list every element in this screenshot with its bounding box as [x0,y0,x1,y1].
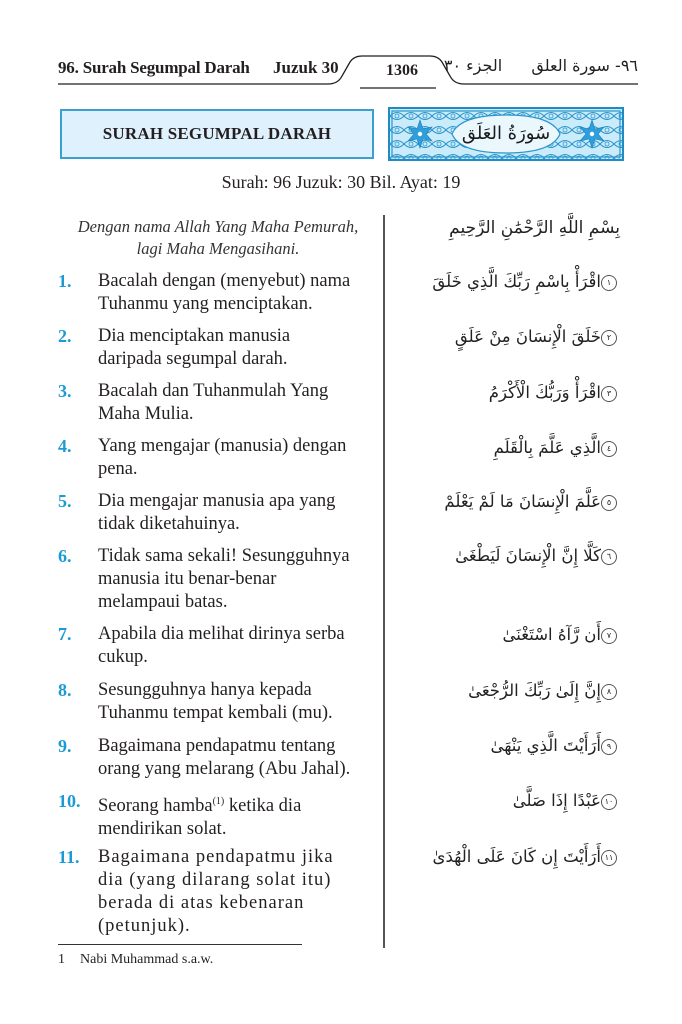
footnote-number: 1 [58,952,65,967]
verse-line: berada di atas kebenaran [98,893,305,913]
ayah-end-marker-icon: ٩ [601,739,617,755]
verse-line: (petunjuk). [98,916,191,936]
surah-title: SURAH SEGUMPAL DARAH [102,124,332,143]
footnote-text: Nabi Muhammad s.a.w. [80,952,214,967]
ayah-arabic-6 [400,546,620,565]
surah-title-box [60,109,374,159]
running-head [58,52,638,82]
verse-text [98,380,388,426]
verse-number: 7. [58,624,72,644]
ayah-arabic-9 [400,736,620,755]
ayah-end-marker-icon: ٢ [601,330,617,346]
verse-text [98,545,388,614]
verse-text [98,325,388,371]
ayah-text: أَرَأَيْتَ الَّذِي يَنْهَىٰ [490,736,601,755]
verse-text [98,490,388,536]
ayah-text: اقْرَأْ بِاسْمِ رَبِّكَ الَّذِي خَلَقَ [432,272,601,291]
footnote [58,952,213,968]
ayah-arabic-8 [400,681,620,700]
running-head-arabic-surah: ٩٦- سورة العلق [531,56,638,75]
ayah-text: كَلَّا إِنَّ الْإِنسَانَ لَيَطْغَىٰ [455,546,601,565]
ayah-end-marker-icon: ١١ [601,850,617,866]
verse-number: 5. [58,491,72,511]
verse-line: Bagaimana pendapatmu jika [98,847,334,867]
verse-text [98,790,388,841]
verse-line: Bacalah dengan (menyebut) nama [98,271,351,291]
verse-line: Tuhanmu yang menciptakan. [98,294,313,314]
basmalah-arabic: بِسْمِ اللَّهِ الرَّحْمَٰنِ الرَّحِيمِ [449,218,620,238]
ayah-arabic-5 [400,492,620,511]
verse-line: melampaui batas. [98,592,228,612]
ayah-end-marker-icon: ٨ [601,684,617,700]
running-head-surah-title: 96. Surah Segumpal Darah [58,58,250,77]
verse-line: dia (yang dilarang solat itu) [98,870,332,890]
verse-number: 6. [58,546,72,566]
ayah-text: إِنَّ إِلَىٰ رَبِّكَ الرُّجْعَىٰ [468,681,601,700]
running-head-juzuk: Juzuk 30 [273,58,339,77]
verse-line: orang yang melarang (Abu Jahal). [98,759,351,779]
verse-line: Dia mengajar manusia apa yang [98,491,336,511]
ayah-end-marker-icon: ٣ [601,386,617,402]
verse-line: Tidak sama sekali! Sesungguhnya [98,546,350,566]
ayah-text: خَلَقَ الْإِنسَانَ مِنْ عَلَقٍ [454,327,601,346]
verse-text [98,735,388,781]
ayah-end-marker-icon: ٤ [601,441,617,457]
verse-line: pena. [98,459,138,479]
ayah-arabic-3 [400,383,620,402]
verse-number: 4. [58,436,72,456]
verse-line: Bacalah dan Tuhanmulah Yang [98,381,329,401]
ayah-arabic-1 [400,272,620,291]
verse-line: mendirikan solat. [98,819,227,840]
verse-line: tidak diketahuinya. [98,514,240,534]
verse-number: 2. [58,326,72,346]
ayah-end-marker-icon: ٦ [601,549,617,565]
ayah-arabic-7 [400,625,620,644]
ayah-text: أَرَأَيْتَ إِن كَانَ عَلَى الْهُدَىٰ [432,847,601,866]
ayah-text: عَلَّمَ الْإِنسَانَ مَا لَمْ يَعْلَمْ [444,492,601,511]
ayah-arabic-4 [400,438,620,457]
verse-line: Apabila dia melihat dirinya serba [98,624,345,644]
basmalah-translation-line: Dengan nama Allah Yang Maha Pemurah, [77,217,359,236]
footnote-reference[interactable]: (1) [212,796,225,807]
verse-line: Yang mengajar (manusia) dengan [98,436,347,456]
ayah-text: الَّذِي عَلَّمَ بِالْقَلَمِ [493,438,601,457]
verse-number: 11. [58,847,80,867]
verse-line: daripada segumpal darah. [98,349,288,369]
footnote-rule [58,944,302,945]
basmalah-translation [58,216,378,260]
running-head-arabic-juz: الجزء ٣٠ [443,56,503,75]
verse-line: Maha Mulia. [98,404,194,424]
verse-line: Sesungguhnya hanya kepada [98,680,312,700]
ayah-text: أَن رَّآهُ اسْتَغْنَىٰ [502,625,601,644]
verse-line: Tuhanmu tempat kembali (mu). [98,703,333,723]
ayah-arabic-10 [400,791,620,810]
verse-number: 10. [58,791,81,811]
ayah-end-marker-icon: ٧ [601,628,617,644]
verse-line [98,790,388,818]
verse-number: 3. [58,381,72,401]
ayah-end-marker-icon: ٥ [601,495,617,511]
surah-info: Surah: 96 Juzuk: 30 Bil. Ayat: 19 [221,172,461,192]
verse-line: cukup. [98,647,148,667]
verse-text [98,435,388,481]
verse-line: Bagaimana pendapatmu tentang [98,736,336,756]
verse-number: 8. [58,680,72,700]
ayah-text: اقْرَأْ وَرَبُّكَ الْأَكْرَمُ [488,383,601,402]
verse-text [98,270,388,316]
basmalah-translation-line: lagi Maha Mengasihani. [136,239,300,258]
verse-number: 1. [58,271,72,291]
ayah-arabic-11 [400,847,620,866]
verse-line-part: ketika dia [224,796,302,817]
verse-text [98,679,388,725]
page-number: 1306 [386,62,418,79]
verse-text [98,846,388,938]
ayah-end-marker-icon: ١٠ [601,794,617,810]
surah-calligraphy: سُورَةُ العَلَق [461,123,551,144]
surah-calligraphy-box [388,107,624,161]
ayah-text: عَبْدًا إِذَا صَلَّىٰ [512,791,601,810]
verse-number: 9. [58,736,72,756]
verse-line: Dia menciptakan manusia [98,326,291,346]
verse-text [98,623,388,669]
ayah-end-marker-icon: ١ [601,275,617,291]
verse-line: manusia itu benar-benar [98,569,277,589]
ayah-arabic-2 [400,327,620,346]
verse-line-part: Seorang hamba [98,796,213,817]
